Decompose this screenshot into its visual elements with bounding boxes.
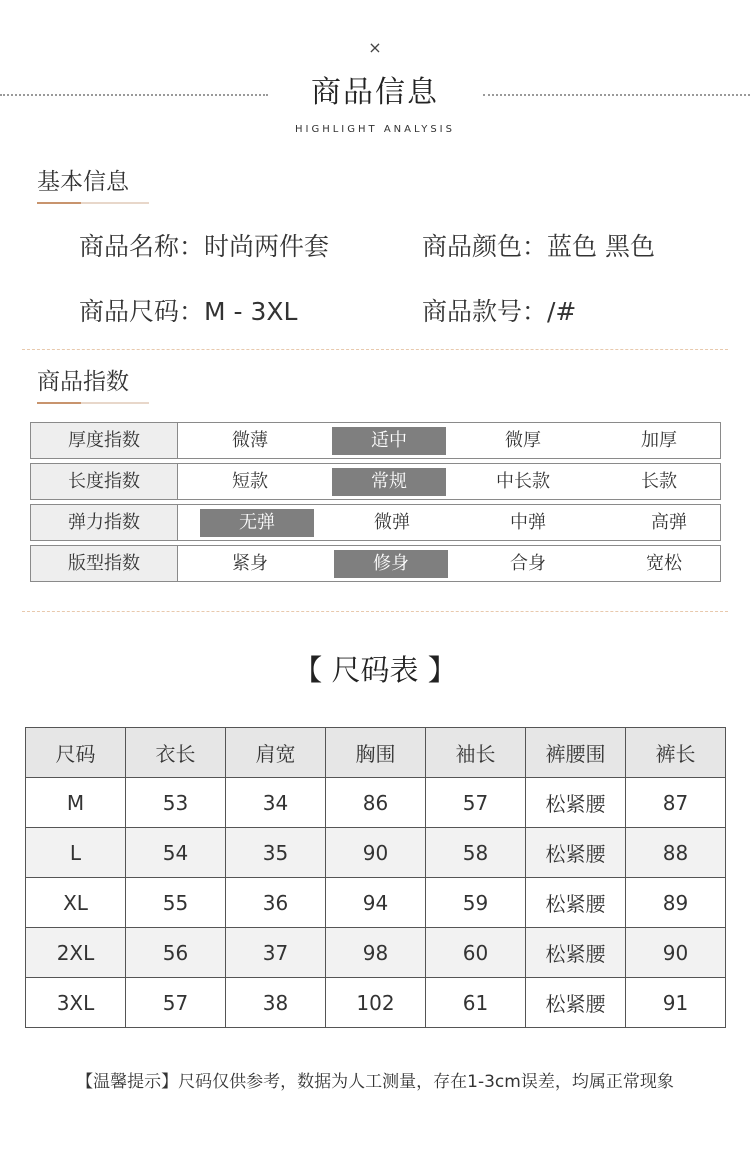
table-cell: 2XL	[26, 928, 126, 978]
index-option-selected: 常规	[332, 468, 446, 496]
table-cell: 54	[126, 828, 226, 878]
table-cell: 59	[426, 878, 526, 928]
section-divider	[22, 611, 728, 612]
table-row	[26, 978, 726, 1028]
table-cell: 56	[126, 928, 226, 978]
column-header: 肩宽	[226, 728, 326, 778]
table-cell: 松紧腰	[526, 828, 626, 878]
table-cell: 60	[426, 928, 526, 978]
size-table	[25, 727, 726, 1028]
table-cell: 3XL	[26, 978, 126, 1028]
column-header: 尺码	[26, 728, 126, 778]
column-header: 胸围	[326, 728, 426, 778]
table-cell: 55	[126, 878, 226, 928]
close-icon[interactable]: ×	[368, 38, 382, 57]
table-cell: L	[26, 828, 126, 878]
index-label: 版型指数	[31, 546, 178, 581]
index-option: 微厚	[505, 430, 541, 451]
indices-underline	[37, 402, 149, 404]
table-cell: 94	[326, 878, 426, 928]
table-cell: 松紧腰	[526, 878, 626, 928]
table-cell: 102	[326, 978, 426, 1028]
table-row	[26, 828, 726, 878]
product-color: 商品颜色：蓝色 黑色	[422, 232, 655, 261]
size-disclaimer: 【温馨提示】尺码仅供参考，数据为人工测量，存在1-3cm误差，均属正常现象	[76, 1072, 674, 1092]
table-cell: 58	[426, 828, 526, 878]
index-option: 微弹	[374, 512, 410, 533]
table-cell: 松紧腰	[526, 928, 626, 978]
table-cell: 松紧腰	[526, 978, 626, 1028]
table-cell: 57	[126, 978, 226, 1028]
table-cell: 91	[626, 978, 726, 1028]
table-cell: 57	[426, 778, 526, 828]
table-row	[26, 778, 726, 828]
table-cell: 90	[626, 928, 726, 978]
table-cell: XL	[26, 878, 126, 928]
indices-heading: 商品指数	[37, 369, 129, 395]
index-option: 合身	[510, 553, 546, 574]
page-subtitle: HIGHLIGHT ANALYSIS	[295, 124, 455, 135]
index-option: 长款	[641, 471, 677, 492]
index-row-elasticity	[30, 504, 721, 541]
table-cell: 53	[126, 778, 226, 828]
column-header: 袖长	[426, 728, 526, 778]
size-table-title: 【 尺码表 】	[293, 653, 457, 687]
table-row	[26, 878, 726, 928]
index-row-length	[30, 463, 721, 500]
index-option: 高弹	[651, 512, 687, 533]
table-cell: 37	[226, 928, 326, 978]
index-label: 弹力指数	[31, 505, 178, 540]
index-option-selected: 适中	[332, 427, 446, 455]
column-header: 裤腰围	[526, 728, 626, 778]
index-label: 长度指数	[31, 464, 178, 499]
table-cell: 87	[626, 778, 726, 828]
index-option: 加厚	[641, 430, 677, 451]
product-name: 商品名称：时尚两件套	[79, 232, 330, 261]
section-divider	[22, 349, 728, 350]
index-option-selected: 无弹	[200, 509, 314, 537]
index-row-thickness	[30, 422, 721, 459]
index-row-fit	[30, 545, 721, 582]
table-header-row	[26, 728, 726, 778]
table-cell: 61	[426, 978, 526, 1028]
table-cell: 34	[226, 778, 326, 828]
product-size: 商品尺码：M - 3XL	[79, 297, 298, 326]
index-option: 中弹	[510, 512, 546, 533]
column-header: 衣长	[126, 728, 226, 778]
table-cell: 35	[226, 828, 326, 878]
table-cell: 松紧腰	[526, 778, 626, 828]
table-cell: 86	[326, 778, 426, 828]
table-row	[26, 928, 726, 978]
index-option: 紧身	[232, 553, 268, 574]
page-title: 商品信息	[311, 75, 439, 110]
table-cell: 88	[626, 828, 726, 878]
table-cell: 36	[226, 878, 326, 928]
index-option-selected: 修身	[334, 550, 448, 578]
index-option: 宽松	[646, 553, 682, 574]
index-option: 微薄	[232, 430, 268, 451]
basic-info-heading: 基本信息	[37, 169, 129, 195]
table-cell: 89	[626, 878, 726, 928]
index-option: 短款	[232, 471, 268, 492]
index-label: 厚度指数	[31, 423, 178, 458]
column-header: 裤长	[626, 728, 726, 778]
table-cell: M	[26, 778, 126, 828]
index-option: 中长款	[496, 471, 550, 492]
table-cell: 38	[226, 978, 326, 1028]
table-cell: 90	[326, 828, 426, 878]
basic-info-underline	[37, 202, 149, 204]
table-cell: 98	[326, 928, 426, 978]
product-style-number: 商品款号：/#	[422, 297, 577, 326]
